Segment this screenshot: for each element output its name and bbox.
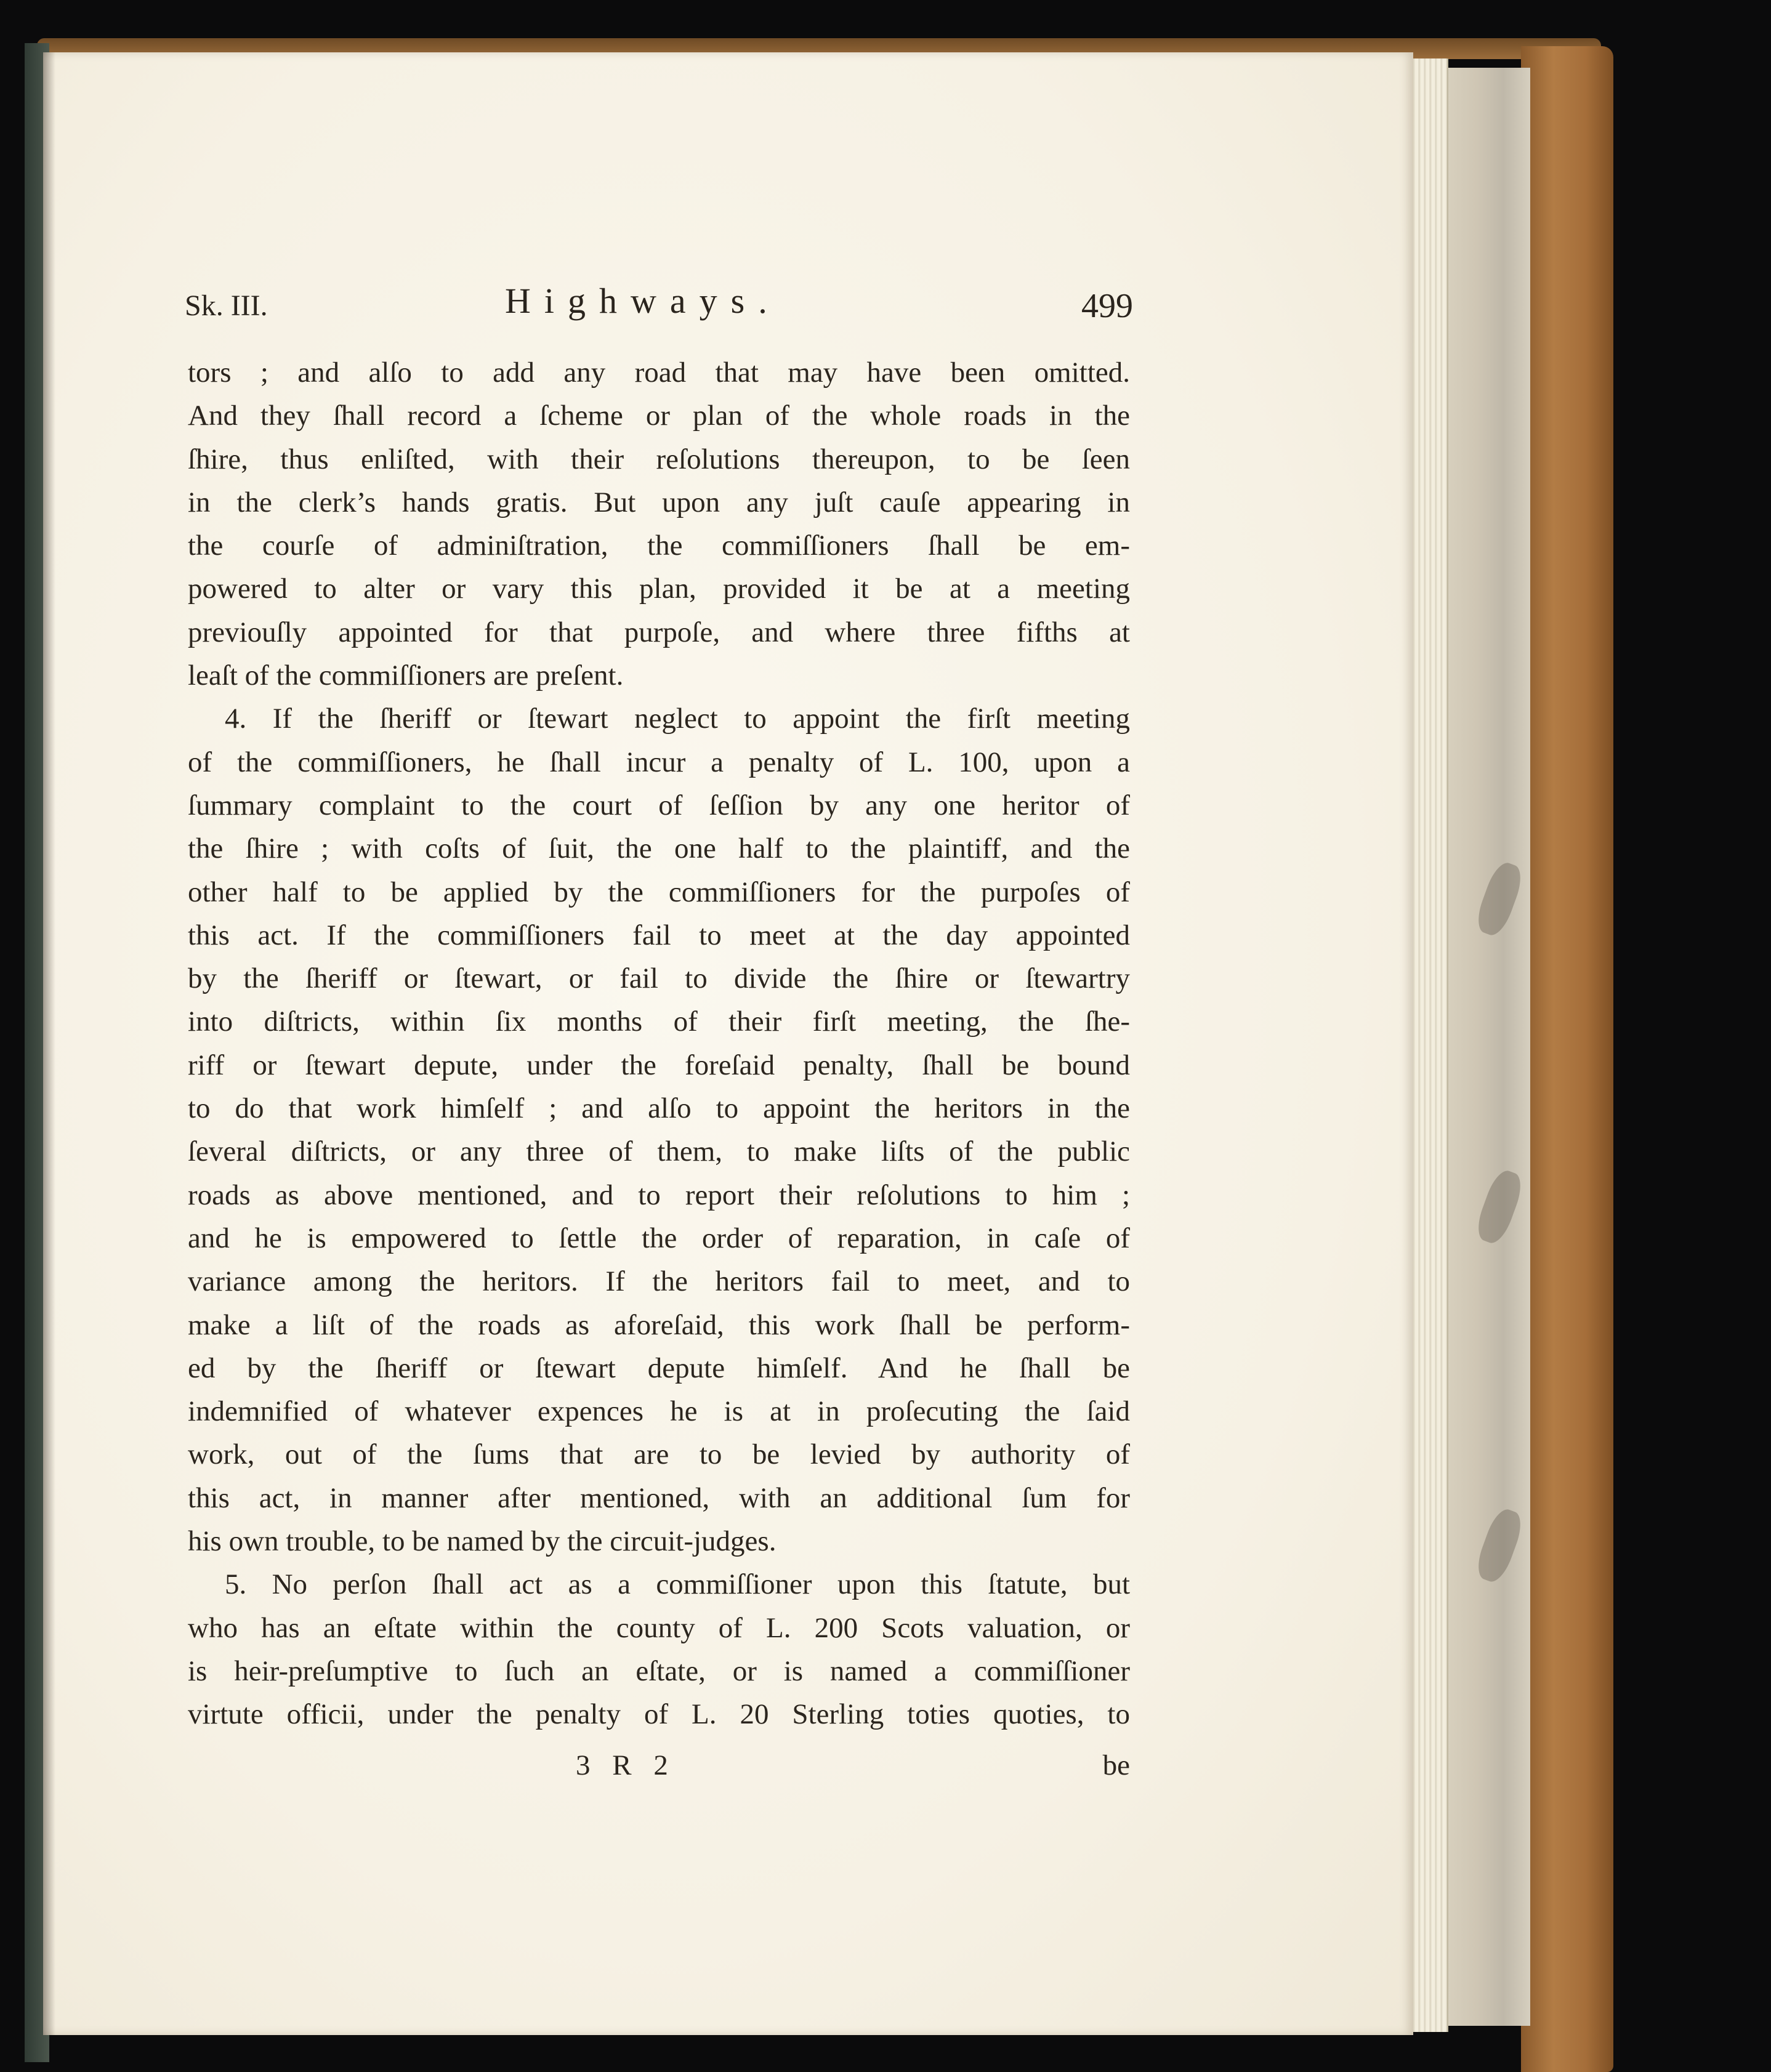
paragraph-5-start: 5. No perſon ſhall act as a commiſſioner upon this ſtatute, but: [225, 1568, 1130, 1601]
text-line: leaſt of the commiſſioners are preſent.: [188, 659, 624, 692]
text-line: ſhire, thus enliſted, with their reſolutions thereupon, to be ſeen: [188, 443, 1130, 475]
book-cover-leather: [1521, 46, 1613, 2072]
page-gutter-shadow: [43, 52, 55, 2035]
text-line: work, out of the ſums that are to be levied by authority of: [188, 1438, 1130, 1471]
text-line: to do that work himſelf ; and alſo to appoint the heritors in the: [188, 1092, 1130, 1125]
paragraph-4-start: 4. If the ſheriff or ſtewart neglect to appoint the firſt meeting: [225, 703, 1130, 735]
text-line: this act. If the commiſſioners fail to meet at the day appointed: [188, 919, 1130, 951]
text-line: And they ſhall record a ſcheme or plan of the whole roads in the: [188, 400, 1130, 432]
text-line: other half to be applied by the commiſſioners for the purpoſes of: [188, 876, 1130, 908]
text-line: the courſe of adminiſtration, the commiſſioners ſhall be em-: [188, 530, 1130, 562]
marbled-endpaper: [1441, 68, 1530, 2026]
text-line: powered to alter or vary this plan, provided it be at a meeting: [188, 573, 1130, 605]
running-head: [185, 280, 1133, 329]
text-line: indemnified of whatever expences he is at in proſecuting the ſaid: [188, 1395, 1130, 1428]
text-line: his own trouble, to be named by the circuit-judges.: [188, 1525, 777, 1558]
section-label: Sk. III.: [185, 289, 268, 322]
text-line: riff or ſtewart depute, under the foreſaid penalty, ſhall be bound: [188, 1049, 1130, 1081]
text-line: ſeveral diſtricts, or any three of them, to make liſts of the public: [188, 1135, 1130, 1168]
text-line: and he is empowered to ſettle the order of reparation, in caſe of: [188, 1222, 1130, 1254]
text-line: the ſhire ; with coſts of ſuit, the one half to the plaintiff, and the: [188, 832, 1130, 865]
text-line: virtute officii, under the penalty of L. 20 Sterling toties quoties, to: [188, 1698, 1130, 1731]
body-text: [188, 351, 1130, 1736]
text-line: variance among the heritors. If the heritors fail to meet, and to: [188, 1265, 1130, 1298]
text-line: in the clerk’s hands gratis. But upon any juſt cauſe appearing in: [188, 486, 1130, 518]
text-line: ſummary complaint to the court of ſeſſion by any one heritor of: [188, 789, 1130, 821]
page-number: 499: [1081, 287, 1133, 325]
text-line: of the commiſſioners, he ſhall incur a penalty of L. 100, upon a: [188, 746, 1130, 778]
page-footer: [188, 1749, 1130, 1792]
running-title: Highways.: [505, 281, 781, 321]
text-line: who has an eſtate within the county of L. 200 Scots valuation, or: [188, 1611, 1130, 1644]
text-line: into diſtricts, within ſix months of their firſt meeting, the ſhe-: [188, 1006, 1130, 1038]
text-line: make a liſt of the roads as aforeſaid, this work ſhall be perform-: [188, 1308, 1130, 1341]
text-line: previouſly appointed for that purpoſe, and where three fifths at: [188, 616, 1130, 648]
text-line: by the ſheriff or ſtewart, or fail to divide the ſhire or ſtewartry: [188, 962, 1130, 995]
text-line: is heir-preſumptive to ſuch an eſtate, or is named a commiſſioner: [188, 1655, 1130, 1687]
catchword: be: [1102, 1749, 1130, 1781]
text-line: this act, in manner after mentioned, with an additional ſum for: [188, 1481, 1130, 1514]
signature-mark: 3 R 2: [576, 1749, 676, 1781]
text-line: roads as above mentioned, and to report their reſolutions to him ;: [188, 1179, 1130, 1211]
text-line: ed by the ſheriff or ſtewart depute himſelf. And he ſhall be: [188, 1352, 1130, 1384]
text-line: tors ; and alſo to add any road that may have been omitted.: [188, 357, 1130, 389]
